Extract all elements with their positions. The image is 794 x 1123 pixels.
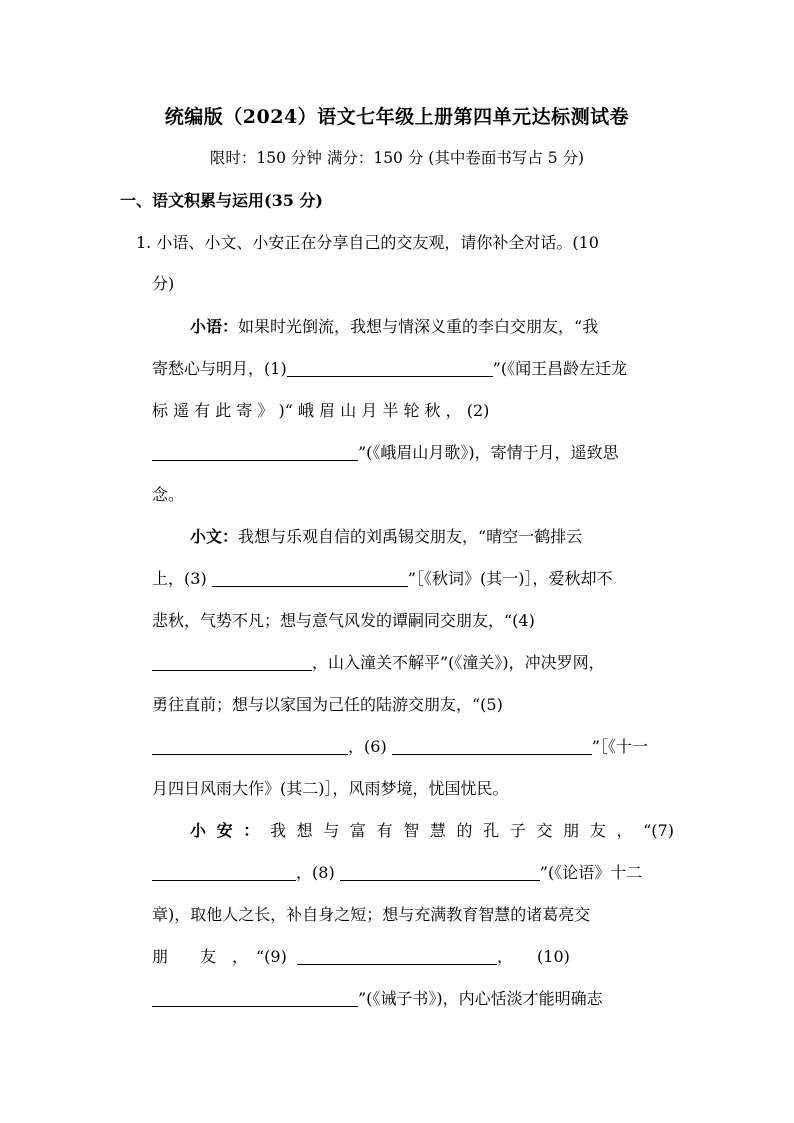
- xiaowen-line-6: [152, 734, 674, 760]
- xiaoyu-line-3: [152, 398, 674, 424]
- xiaoan-line-3: 章)，取他人之长，补自身之短；想与充满教育智慧的诸葛亮交: [152, 905, 591, 924]
- xiaoan-line-4-text: 朋 友 ， “(9): [152, 947, 287, 966]
- xiaoan-line-5-source: ”(《诫子书》)，内心恬淡才能明确志: [358, 989, 603, 1008]
- blank-number-1: (1): [264, 359, 287, 378]
- answer-blank-9[interactable]: [297, 946, 497, 965]
- xiaowen-line-2: [152, 566, 674, 592]
- speaker-name-xiaoyu: 小语：: [190, 317, 239, 336]
- xiaowen-line-6-comma: ，: [348, 737, 365, 756]
- exam-title: 统编版（2024）语文七年级上册第四单元达标测试卷: [164, 106, 630, 128]
- speaker-name-xiaoan: 小安：: [190, 821, 270, 840]
- xiaoan-line-4-comma: ， (10): [497, 947, 570, 966]
- xiaowen-line-4: [152, 650, 674, 676]
- answer-blank-8[interactable]: [340, 862, 540, 881]
- xiaoyu-line-4: [152, 440, 674, 466]
- xiaoyu-line-5: 念。: [152, 485, 185, 504]
- blank-number-8: (8): [312, 863, 335, 882]
- xiaowen-line-3: 悲秋，气势不凡；想与意气风发的谭嗣同交朋友，“(4): [152, 611, 535, 630]
- answer-blank-6[interactable]: [392, 736, 592, 755]
- xiaowen-line-5: 勇往直前；想与以家国为己任的陆游交朋友，“(5): [152, 695, 503, 714]
- xiaowen-line-4-text: ，山入潼关不解平”(《潼关》)，冲决罗网，: [312, 653, 605, 672]
- xiaoan-line-2-source: ”(《论语》十二: [539, 863, 643, 882]
- answer-blank-5[interactable]: [152, 736, 348, 755]
- xiaoan-line-2-comma: ，: [296, 863, 313, 882]
- xiaoan-line-4: [152, 944, 674, 970]
- answer-blank-3[interactable]: [212, 568, 408, 587]
- answer-blank-7[interactable]: [152, 862, 296, 881]
- blank-number-6: (6): [364, 737, 387, 756]
- section-heading: 一、语文积累与运用(35 分): [120, 191, 323, 210]
- answer-blank-2[interactable]: [152, 442, 358, 461]
- question-1-stem-line-2: 分): [152, 274, 175, 293]
- blank-number-3: (3): [184, 569, 207, 588]
- xiaowen-line-1-text: 我想与乐观自信的刘禹锡交朋友，“晴空一鹤排云: [238, 527, 583, 546]
- xiaowen-line-2-source: ”［《秋词》(其一)］，爱秋却不: [407, 569, 613, 588]
- speaker-name-xiaowen: 小文：: [190, 527, 239, 546]
- answer-blank-1[interactable]: [287, 358, 493, 377]
- blank-number-2: (2): [466, 401, 490, 420]
- xiaowen-line-7: 月四日风雨大作》(其二)］，风雨梦境，忧国忧民。: [152, 779, 509, 798]
- xiaoan-line-5: [152, 986, 674, 1012]
- xiaoyu-line-2: [152, 356, 674, 382]
- xiaowen-line-1: [190, 524, 674, 550]
- xiaoyu-line-4-source: ”(《峨眉山月歌》)，寄情于月，遥致思: [358, 443, 619, 462]
- xiaoan-line-1-text: 我想与富有智慧的孔子交朋友，“(7): [269, 821, 674, 840]
- xiaoyu-line-1-text: 如果时光倒流，我想与情深义重的李白交朋友，“我: [238, 317, 599, 336]
- exam-time-and-score: 限时：150 分钟 满分：150 分 (其中卷面书写占 5 分): [209, 149, 585, 167]
- answer-blank-10[interactable]: [152, 988, 358, 1007]
- xiaowen-line-2-text: 上，: [152, 569, 185, 588]
- xiaoyu-line-2-source: ”(《闻王昌龄左迁龙: [492, 359, 628, 378]
- xiaoyu-line-3-text: 标 遥 有 此 寄 》 )“ 峨 眉 山 月 半 轮 秋 ，: [152, 401, 462, 420]
- xiaoyu-line-2-text: 寄愁心与明月，: [152, 359, 265, 378]
- question-1-stem-line-1: 1. 小语、小文、小安正在分享自己的交友观，请你补全对话。(10: [136, 233, 599, 252]
- xiaoan-line-1: [190, 818, 674, 844]
- xiaoyu-line-1: [190, 314, 674, 340]
- xiaoan-line-2: [152, 860, 674, 886]
- answer-blank-4[interactable]: [152, 652, 312, 671]
- xiaowen-line-6-source: ”［《十一: [591, 737, 648, 756]
